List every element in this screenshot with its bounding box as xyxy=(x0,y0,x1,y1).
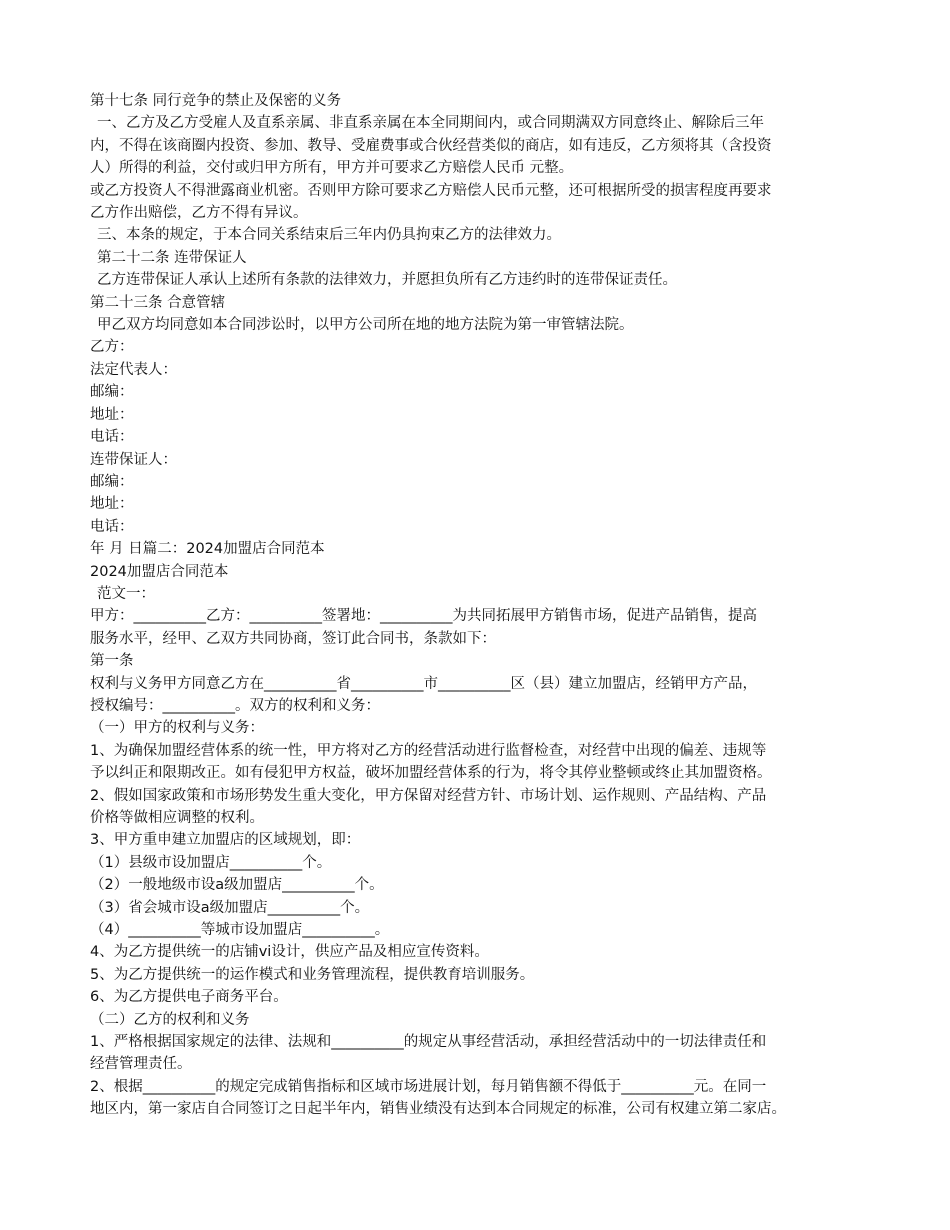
text-line: 2、假如国家政策和市场形势发生重大变化，甲方保留对经营方针、市场计划、运作规则、产品结构、产品 xyxy=(90,787,767,804)
text-line: （二）乙方的权利和义务 xyxy=(90,1011,250,1028)
text-line: 第一条 xyxy=(90,653,134,670)
text-line: （2）一般地级市设a级加盟店__________个。 xyxy=(90,877,384,894)
text-line: 范文一： xyxy=(97,585,155,602)
text-line: 法定代表人： xyxy=(90,361,177,378)
text-line: 3、甲方重申建立加盟店的区域规划，即： xyxy=(90,832,361,849)
text-line: （一）甲方的权利与义务： xyxy=(90,720,264,737)
text-line: 年 月 日篇二：2024加盟店合同范本 xyxy=(90,541,325,558)
text-line: 电话： xyxy=(90,429,134,446)
text-line: 5、为乙方提供统一的运作模式和业务管理流程，提供教育培训服务。 xyxy=(90,966,535,983)
text-line: （1）县级市设加盟店__________个。 xyxy=(90,854,332,871)
text-line: 三、本条的规定，于本合同关系结束后三年内仍具拘束乙方的法律效力。 xyxy=(97,227,561,244)
text-line: 乙方作出赔偿，乙方不得有异议。 xyxy=(90,205,308,222)
text-line: 予以纠正和限期改正。如有侵犯甲方权益，破坏加盟经营体系的行为，将令其停业整顿或终止其加盟资格。 xyxy=(90,765,772,782)
text-line: 邮编： xyxy=(90,473,134,490)
text-line: （4）__________等城市设加盟店__________。 xyxy=(90,922,390,939)
text-line: 第二十三条 合意管辖 xyxy=(90,294,226,311)
text-line: 第十七条 同行竞争的禁止及保密的义务 xyxy=(90,93,342,109)
text-line: 电话： xyxy=(90,518,134,535)
text-line: 2024加盟店合同范本 xyxy=(90,563,229,580)
text-line: 6、为乙方提供电子商务平台。 xyxy=(90,989,288,1006)
text-line: 甲方：__________乙方：__________签署地：__________为共同拓展甲方销售市场，促进产品销售，提高 xyxy=(90,608,757,625)
text-line: 第二十二条 连带保证人 xyxy=(97,249,247,266)
text-line: 内，不得在该商圈内投资、参加、教导、受雇费事或合伙经营类似的商店，如有违反，乙方须将其（含投资 xyxy=(90,137,772,154)
text-line: 乙方连带保证人承认上述所有条款的法律效力，并愿担负所有乙方违约时的连带保证责任。 xyxy=(97,272,677,289)
text-line: 授权编号：__________。双方的权利和义务： xyxy=(90,697,380,714)
text-line: 2、根据__________的规定完成销售指标和区域市场进展计划，每月销售额不得低于__________元。在同一 xyxy=(90,1078,767,1095)
text-line: 一、乙方及乙方受雇人及直系亲属、非直系亲属在本全同期间内，或合同期满双方同意终止、解除后三年 xyxy=(97,115,764,132)
text-line: 人）所得的利益，交付或归甲方所有，甲方并可要求乙方赔偿人民币 元整。 xyxy=(90,160,574,177)
text-line: 地址： xyxy=(90,496,134,513)
text-line: 甲乙双方均同意如本合同涉讼时，以甲方公司所在地的地方法院为第一审管辖法院。 xyxy=(97,317,634,334)
text-line: 服务水平，经甲、乙双方共同协商，签订此合同书，条款如下： xyxy=(90,630,496,647)
text-line: 权利与义务甲方同意乙方在__________省__________市__________区（县）建立加盟店，经销甲方产品， xyxy=(90,675,757,692)
text-line: 乙方： xyxy=(90,339,134,356)
text-line: 地区内，第一家店自合同签订之日起半年内，销售业绩没有达到本合同规定的标准，公司有权建立第二家店。 xyxy=(90,1101,786,1118)
text-line: 或乙方投资人不得泄露商业机密。否则甲方除可要求乙方赔偿人民币元整，还可根据所受的损害程度再要求 xyxy=(90,182,772,199)
text-line: 经营管理责任。 xyxy=(90,1056,192,1073)
text-line: 邮编： xyxy=(90,384,134,401)
text-line: 连带保证人： xyxy=(90,451,177,468)
text-line: 4、为乙方提供统一的店铺vi设计，供应产品及相应宣传资料。 xyxy=(90,944,489,961)
text-line: （3）省会城市设a级加盟店__________个。 xyxy=(90,899,370,916)
text-line: 1、严格根据国家规定的法律、法规和__________的规定从事经营活动，承担经营活动中的一切法律责任和 xyxy=(90,1034,767,1051)
document-body xyxy=(90,90,865,1121)
text-line: 地址： xyxy=(90,406,134,423)
text-line: 1、为确保加盟经营体系的统一性，甲方将对乙方的经营活动进行监督检查，对经营中出现的偏差、违规等 xyxy=(90,742,767,759)
text-line: 价格等做相应调整的权利。 xyxy=(90,810,264,826)
